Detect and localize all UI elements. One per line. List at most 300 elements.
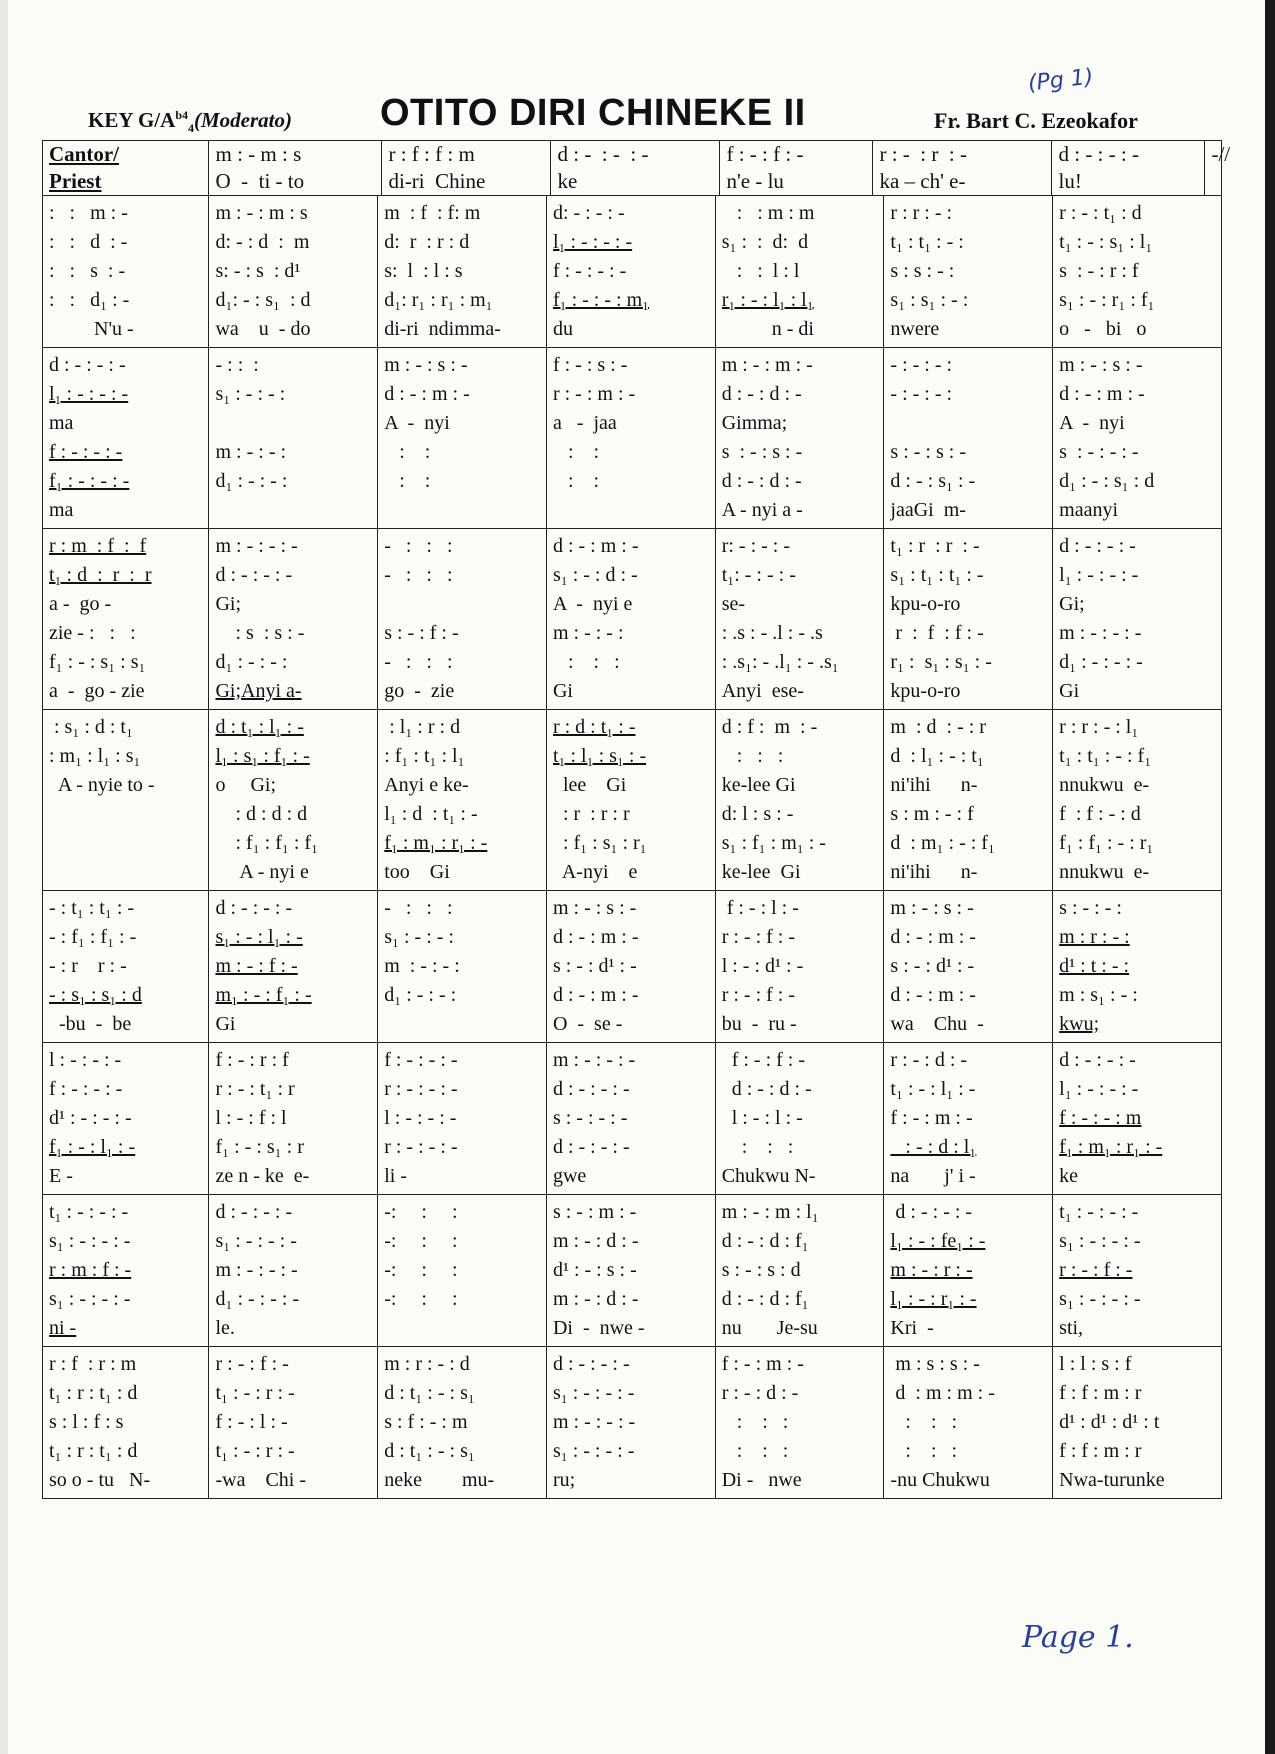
solfa-line: s₁ : - : r₁ : f₁ xyxy=(1059,289,1155,311)
solfa-line xyxy=(384,590,540,619)
score-cell xyxy=(884,196,1053,348)
solfa-line: nnukwu e- xyxy=(1059,861,1150,883)
solfa-line: lee Gi xyxy=(552,774,627,796)
solfa-line: t₁ : t₁ : - : xyxy=(890,231,964,253)
solfa-line: m : - : - : - xyxy=(552,1049,636,1071)
score-cell xyxy=(43,196,209,348)
solfa-line: d : m₁ : - : f₁ xyxy=(890,832,995,854)
solfa-line: : : l : l xyxy=(721,260,800,282)
score-row xyxy=(43,348,1222,529)
solfa-line: ma xyxy=(49,412,74,434)
solfa-line: : : : xyxy=(890,1411,958,1433)
solfa-line xyxy=(215,409,371,438)
solfa-line: -: : : xyxy=(384,1230,458,1252)
solfa-line: s₁ : - : - : - xyxy=(1059,1230,1141,1252)
cantor-label-line: Cantor/ xyxy=(49,142,119,166)
solfa-line: l : - : d¹ : - xyxy=(721,955,804,977)
solfa-line: r : - : m : - xyxy=(552,383,636,405)
solfa-line: - : f₁ : f₁ : - xyxy=(49,926,137,948)
score-cell xyxy=(1053,891,1222,1043)
solfa-line: : f₁ : s₁ : r₁ xyxy=(552,832,647,854)
solfa-line: - : t₁ : t₁ : - xyxy=(49,897,135,919)
solfa-line: m : - : - : - xyxy=(215,535,298,557)
solfa-line: d : - : d : - xyxy=(721,1078,812,1100)
solfa-line xyxy=(384,1010,540,1039)
solfa-line: ni'ihi n- xyxy=(890,861,978,883)
solfa-line: : f₁ : f₁ : f₁ xyxy=(215,832,319,854)
solfa-line: : : : xyxy=(721,745,784,767)
solfa-line: -nu Chukwu xyxy=(890,1469,990,1491)
solfa-line: t₁ : l₁ : s₁ : - xyxy=(552,745,647,767)
solfa-line xyxy=(49,800,202,829)
solfa-line: ru; xyxy=(552,1469,576,1491)
solfa-line: d : - : - : - xyxy=(890,1201,973,1223)
solfa-line: s₁ : - : - : - xyxy=(215,1230,297,1252)
score-cell xyxy=(378,348,547,529)
solfa-line: A - nyi e xyxy=(215,861,309,883)
solfa-line: l₁ : - : r₁ : - xyxy=(890,1288,977,1310)
solfa-line: s : f : - : m xyxy=(384,1411,468,1433)
solfa-line: s : - : d¹ : - xyxy=(552,955,637,977)
solfa-line: r : - : - : - xyxy=(384,1078,458,1100)
tempo-marking: (Moderato) xyxy=(194,108,292,132)
score-cell xyxy=(715,891,884,1043)
score-cell xyxy=(378,1195,547,1347)
sheet-header xyxy=(88,92,1198,138)
solfa-line: Gi xyxy=(1059,680,1080,702)
solfa-line: m : - : s : - xyxy=(384,354,468,376)
solfa-line: f₁ : - : l₁ : - xyxy=(49,1136,136,1158)
key-sub: 4 xyxy=(188,121,194,136)
score-cell xyxy=(715,196,884,348)
score-cell xyxy=(43,891,209,1043)
solfa-line: d₁ : - : - : xyxy=(215,651,288,673)
solfa-line: m : - : - : xyxy=(552,622,624,644)
solfa-line: - : : : xyxy=(384,897,453,919)
solfa-line: m : - : - : - xyxy=(1059,622,1142,644)
solfa-line: r : m : f : - xyxy=(49,1259,132,1281)
intro-cell xyxy=(1205,141,1275,195)
solfa-line: wa u - do xyxy=(215,318,311,340)
cantor-priest-label xyxy=(43,141,209,196)
solfa-line: m : - : - : xyxy=(384,955,460,977)
solfa-line: m : s₁ : - : xyxy=(1059,984,1138,1006)
solfa-line: l : l : s : f xyxy=(1059,1353,1132,1375)
score-cell xyxy=(378,196,547,348)
solfa-line: Anyi e ke- xyxy=(384,774,469,796)
solfa-line: d¹ : d¹ : d¹ : t xyxy=(1059,1411,1160,1433)
solfa-line: r: - : - : - xyxy=(721,535,790,557)
solfa-line: : : s : - xyxy=(49,260,126,282)
cantor-label-line: Priest xyxy=(49,169,102,193)
score-cell xyxy=(378,529,547,710)
solfa-line xyxy=(890,409,1046,438)
intro-cell-line: r : f : f : m xyxy=(388,142,475,166)
solfa-line: s : - : - : - xyxy=(552,1107,628,1129)
score-cell xyxy=(1053,348,1222,529)
solfa-line: d : - : - : - xyxy=(552,1078,630,1100)
solfa-line: d : - : m : - xyxy=(552,535,639,557)
solfa-line: kpu-o-ro xyxy=(890,680,961,702)
solfa-line: na j' i - xyxy=(890,1165,976,1187)
solfa-line xyxy=(384,1314,540,1343)
score-table xyxy=(42,140,1231,1499)
solfa-line: : : xyxy=(384,470,431,492)
solfa-line: d : - : d : f₁ xyxy=(721,1230,809,1252)
key-signature xyxy=(88,108,292,136)
score-cell xyxy=(546,891,715,1043)
solfa-line: s₁ : - : - : xyxy=(215,383,286,405)
solfa-line: nnukwu e- xyxy=(1059,774,1150,796)
score-cell xyxy=(546,1195,715,1347)
score-cell xyxy=(546,1347,715,1499)
solfa-line: kwu; xyxy=(1059,1013,1100,1035)
intro-cell-line: lu! xyxy=(1058,169,1082,193)
intro-cell-line: d : - : - : - xyxy=(1058,142,1139,166)
solfa-line: m : - : s : - xyxy=(890,897,974,919)
intro-cell-line: d : - : - : - xyxy=(557,142,649,166)
solfa-line: : l₁ : r : d xyxy=(384,716,461,738)
solfa-line: di-ri ndimma- xyxy=(384,318,501,340)
solfa-line: s : m : - : f xyxy=(890,803,974,825)
solfa-line: : : m : m xyxy=(721,202,815,224)
solfa-line: d₁ : - : - : - xyxy=(215,1288,300,1310)
solfa-line: f : - : - : - xyxy=(384,1049,458,1071)
solfa-line: m₁ : - : f₁ : - xyxy=(215,984,312,1006)
score-cell xyxy=(43,1043,209,1195)
solfa-line: s₁ : : d: d xyxy=(721,231,809,253)
solfa-line: f : - : - : - xyxy=(49,1078,123,1100)
solfa-line: : : d : - xyxy=(49,231,128,253)
score-cell xyxy=(884,1347,1053,1499)
solfa-line: Gi;Anyi a- xyxy=(215,680,302,702)
solfa-line: : s : s : - xyxy=(215,622,305,644)
solfa-line: r : - : - : - xyxy=(384,1136,458,1158)
solfa-line: Gi xyxy=(215,1013,236,1035)
score-cell xyxy=(209,891,378,1043)
solfa-line: too Gi xyxy=(384,861,450,883)
solfa-line: d : - : d : - xyxy=(721,470,802,492)
solfa-line: d : t₁ : - : s₁ xyxy=(384,1382,475,1404)
solfa-line: : .s : - .l : - .s xyxy=(721,622,823,644)
solfa-line: r : d : t₁ : - xyxy=(552,716,636,738)
composer-name: Fr. Bart C. Ezeokafor xyxy=(934,108,1138,133)
solfa-line: d: r : r : d xyxy=(384,231,470,253)
score-row xyxy=(43,1195,1222,1347)
solfa-line: s : s : - : xyxy=(890,260,955,282)
score-cell xyxy=(43,1347,209,1499)
solfa-line: f : - : f : - xyxy=(721,1049,805,1071)
solfa-line: f₁ : - : s₁ : r xyxy=(215,1136,304,1158)
solfa-line: Gi xyxy=(552,680,573,702)
solfa-line: go - zie xyxy=(384,680,455,702)
handwritten-page-number: Page 1. xyxy=(1022,1620,1134,1655)
score-cell xyxy=(209,1043,378,1195)
solfa-line: m : - : s : - xyxy=(1059,354,1143,376)
solfa-line: d : - : m : - xyxy=(890,926,976,948)
solfa-line: ma xyxy=(49,499,74,521)
solfa-line: f : f : m : r xyxy=(1059,1440,1142,1462)
score-cell xyxy=(715,710,884,891)
solfa-line: s₁ : - : - : - xyxy=(49,1288,131,1310)
score-cell xyxy=(546,529,715,710)
score-cell xyxy=(378,891,547,1043)
intro-cell-line: di-ri Chine xyxy=(388,169,486,193)
score-cell xyxy=(1053,710,1222,891)
score-cell xyxy=(378,1043,547,1195)
solfa-line: Gi; xyxy=(1059,593,1085,615)
solfa-line: l : - : - : - xyxy=(49,1049,122,1071)
solfa-line: d₁: r₁ : r₁ : m₁ xyxy=(384,289,493,311)
solfa-line: t₁ : r : r : - xyxy=(890,535,980,557)
solfa-line: d : f : m : - xyxy=(721,716,818,738)
solfa-line: r : - : f : - xyxy=(1059,1259,1133,1281)
solfa-line: d₁ : - : s₁ : d xyxy=(1059,470,1155,492)
score-cell xyxy=(546,348,715,529)
solfa-line: - : - : - : xyxy=(890,383,953,405)
solfa-line: ke-lee Gi xyxy=(721,861,801,883)
solfa-line: r : - : t₁ : d xyxy=(1059,202,1142,224)
solfa-line: a - go - zie xyxy=(49,680,145,702)
solfa-line: f : - : s : - xyxy=(552,354,628,376)
solfa-line: d : - : m : - xyxy=(384,383,470,405)
score-row xyxy=(43,1043,1222,1195)
solfa-line: : : xyxy=(552,470,600,492)
solfa-line: l₁ : - : - : - xyxy=(1059,564,1139,586)
solfa-line xyxy=(215,496,371,525)
intro-row xyxy=(43,141,1222,196)
solfa-line: N'u - xyxy=(49,318,134,340)
solfa-line: f : - : m : - xyxy=(890,1107,973,1129)
solfa-line: d : - : - : - xyxy=(49,354,126,376)
solfa-line: t₁ : - : r : - xyxy=(215,1382,295,1404)
solfa-line: f₁ : m₁ : r₁ : - xyxy=(1059,1136,1163,1158)
solfa-line: m : r : - : d xyxy=(384,1353,470,1375)
solfa-line: jaaGi m- xyxy=(890,499,966,521)
solfa-line: d : - : - : - xyxy=(215,1201,293,1223)
solfa-line: -bu - be xyxy=(49,1013,132,1035)
solfa-line xyxy=(49,829,202,858)
solfa-line: f : - : l : - xyxy=(215,1411,288,1433)
solfa-line: s₁ : - : - : - xyxy=(1059,1288,1141,1310)
solfa-line: : s₁ : d : t₁ xyxy=(49,716,133,738)
score-cell xyxy=(715,1043,884,1195)
solfa-line: Di - nwe xyxy=(721,1469,802,1491)
solfa-line: A - nyi xyxy=(384,412,450,434)
solfa-line: li - xyxy=(384,1165,407,1187)
solfa-line: - : : : xyxy=(384,535,453,557)
solfa-line: : m₁ : l₁ : s₁ xyxy=(49,745,141,767)
solfa-line: r : f : f : - xyxy=(890,622,984,644)
solfa-line: : : m : - xyxy=(49,202,128,224)
solfa-line: du xyxy=(552,318,573,340)
solfa-line: s₁ : f₁ : m₁ : - xyxy=(721,832,826,854)
solfa-line: s: - : s : d¹ xyxy=(215,260,301,282)
solfa-line: d: - : d : m xyxy=(215,231,310,253)
song-title: OTITO DIRI CHINEKE II xyxy=(380,92,806,134)
solfa-line: f : - : r : f xyxy=(215,1049,289,1071)
solfa-line: d¹ : - : s : - xyxy=(552,1259,637,1281)
solfa-line: - : : : xyxy=(384,564,453,586)
score-cell xyxy=(209,348,378,529)
intro-cells xyxy=(209,141,1275,195)
solfa-line: Nwa-turunke xyxy=(1059,1469,1165,1491)
solfa-line: : r : r : r xyxy=(552,803,630,825)
solfa-line: s : - : f : - xyxy=(384,622,459,644)
solfa-line: s₁ : - : - : - xyxy=(49,1230,131,1252)
solfa-line: t₁ : - : s₁ : l₁ xyxy=(1059,231,1153,253)
solfa-line: A - nyi a - xyxy=(721,499,803,521)
solfa-line: s₁ : t₁ : t₁ : - xyxy=(890,564,984,586)
score-cell xyxy=(884,1043,1053,1195)
solfa-line: r : - : d : - xyxy=(721,1382,799,1404)
solfa-line: - : - : - : xyxy=(890,354,953,376)
score-row xyxy=(43,196,1222,348)
solfa-line: l : - : l : - xyxy=(721,1107,803,1129)
solfa-line: ke-lee Gi xyxy=(721,774,796,796)
score-cell xyxy=(715,1195,884,1347)
solfa-line: : : xyxy=(552,441,600,463)
solfa-line: a - jaa xyxy=(552,412,617,434)
solfa-line: - : : : xyxy=(215,354,259,376)
solfa-line: r : r : - : l₁ xyxy=(1059,716,1139,738)
solfa-line: d¹ : - : - : - xyxy=(49,1107,132,1129)
solfa-line: r : - : d : - xyxy=(890,1049,968,1071)
solfa-line: Di - nwe - xyxy=(552,1317,645,1339)
solfa-line: nwere xyxy=(890,318,940,340)
solfa-line: s : - : - : xyxy=(1059,897,1122,919)
intro-cell-line: n'e - lu xyxy=(726,169,784,193)
score-cell xyxy=(1053,1043,1222,1195)
solfa-line: maanyi xyxy=(1059,499,1119,521)
solfa-line: A - nyi xyxy=(1059,412,1125,434)
solfa-line: m : - : - : - xyxy=(215,1259,298,1281)
solfa-line: s : - : s : d xyxy=(721,1259,801,1281)
solfa-line: s₁ : - : d : - xyxy=(552,564,638,586)
solfa-line: -: : : xyxy=(384,1288,458,1310)
intro-cell-line: ke xyxy=(557,169,578,193)
solfa-line: d : - : m : - xyxy=(552,984,639,1006)
solfa-line: r : - : t₁ : r xyxy=(215,1078,295,1100)
score-cell xyxy=(546,710,715,891)
solfa-line: m : - : m : - xyxy=(721,354,813,376)
solfa-line: f₁ : - : - : - xyxy=(49,470,130,492)
solfa-line: m : - : - : - xyxy=(552,1411,636,1433)
solfa-line: f₁ : f₁ : - : r₁ xyxy=(1059,832,1154,854)
solfa-line: Gi; xyxy=(215,593,242,615)
solfa-line: t₁ : r : t₁ : d xyxy=(49,1382,138,1404)
solfa-line: bu - ru - xyxy=(721,1013,797,1035)
solfa-line: s₁ : - : - : - xyxy=(552,1382,635,1404)
handwritten-page-note: (Pg 1) xyxy=(1026,64,1095,97)
solfa-line: d : - : d : - xyxy=(721,383,802,405)
score-cell xyxy=(43,1195,209,1347)
solfa-line: : : : xyxy=(721,1411,789,1433)
solfa-line: m : - : s : - xyxy=(552,897,637,919)
solfa-line: d : t₁ : - : s₁ xyxy=(384,1440,475,1462)
key-sup: b4 xyxy=(175,108,188,122)
solfa-line: d : - : m : - xyxy=(890,984,976,1006)
solfa-line: s : - : r : f xyxy=(1059,260,1139,282)
solfa-line: m : r : - : xyxy=(1059,926,1130,948)
solfa-line: sti, xyxy=(1059,1317,1084,1339)
score-cell xyxy=(884,710,1053,891)
score-cell xyxy=(1053,196,1222,348)
solfa-line: m : - : - : xyxy=(215,441,287,463)
intro-cell-line: r : - : r : - xyxy=(879,142,967,166)
solfa-line: d¹ : t : - : xyxy=(1059,955,1130,977)
score-cell xyxy=(1053,1347,1222,1499)
solfa-line: r : m : f : f xyxy=(49,535,147,557)
score-cell xyxy=(378,710,547,891)
solfa-line: : : xyxy=(384,441,431,463)
solfa-line: kpu-o-ro xyxy=(890,593,961,615)
solfa-line: o Gi; xyxy=(215,774,277,796)
solfa-line: zie - : : : xyxy=(49,622,136,644)
solfa-line: l₁ : - : fe₁ : - xyxy=(890,1230,986,1252)
solfa-line: o - bi o xyxy=(1059,318,1147,340)
solfa-line: Gimma; xyxy=(721,412,788,434)
solfa-line: -: : : xyxy=(384,1259,458,1281)
score-cell xyxy=(209,1195,378,1347)
score-cell xyxy=(884,348,1053,529)
solfa-line: ni'ihi n- xyxy=(890,774,978,796)
score-cell xyxy=(884,1195,1053,1347)
solfa-line: s₁ : s₁ : - : xyxy=(890,289,969,311)
score-cell xyxy=(209,529,378,710)
intro-cell xyxy=(551,141,720,195)
scan-right-edge xyxy=(1265,0,1275,1754)
solfa-line: Chukwu N- xyxy=(721,1165,816,1187)
solfa-line: -wa Chi - xyxy=(215,1469,307,1491)
solfa-line: r₁ : - : l₁ : l₁ xyxy=(721,289,814,311)
solfa-line: - : : : xyxy=(384,651,453,673)
solfa-line: - : r r : - xyxy=(49,955,127,977)
solfa-line: l₁ : d : t₁ : - xyxy=(384,803,478,825)
solfa-line: m : - : f : - xyxy=(215,955,298,977)
solfa-line: d : - : s₁ : - xyxy=(890,470,976,492)
solfa-line: m : - : d : - xyxy=(552,1288,639,1310)
solfa-line: -: : : xyxy=(384,1201,458,1223)
solfa-line: f : - : - : - xyxy=(552,260,627,282)
solfa-line: d : m : m : - xyxy=(890,1382,995,1404)
solfa-line xyxy=(49,858,202,887)
solfa-line: d : - : - : - xyxy=(552,1353,630,1375)
solfa-line: f : - : - : - xyxy=(49,441,123,463)
score-row xyxy=(43,710,1222,891)
solfa-line: d₁ : - : - : xyxy=(215,470,288,492)
solfa-line: ni - xyxy=(49,1317,77,1339)
score-row xyxy=(43,891,1222,1043)
solfa-line: d : - : - : - xyxy=(215,897,293,919)
solfa-line: f : - : - : m xyxy=(1059,1107,1142,1129)
solfa-line: f₁ : - : s₁ : s₁ xyxy=(49,651,146,673)
solfa-line: ke xyxy=(1059,1165,1079,1187)
intro-cell-line: f : - : f : - xyxy=(726,142,804,166)
solfa-line: t₁ : - : l₁ : - xyxy=(890,1078,976,1100)
solfa-line: t₁ : d : r : r xyxy=(49,564,152,586)
solfa-line: l₁ : - : - : - xyxy=(1059,1078,1139,1100)
solfa-line xyxy=(553,496,709,525)
solfa-line: d : - : d : f₁ xyxy=(721,1288,809,1310)
solfa-line: t₁ : t₁ : - : f₁ xyxy=(1059,745,1152,767)
solfa-line: : - : d : l₁ xyxy=(890,1136,977,1158)
solfa-line: : d : d : d xyxy=(215,803,308,825)
score-cell xyxy=(43,710,209,891)
solfa-line: A - nyi e xyxy=(552,593,633,615)
solfa-line: d : - : m : - xyxy=(552,926,639,948)
intro-cell xyxy=(1052,141,1205,195)
